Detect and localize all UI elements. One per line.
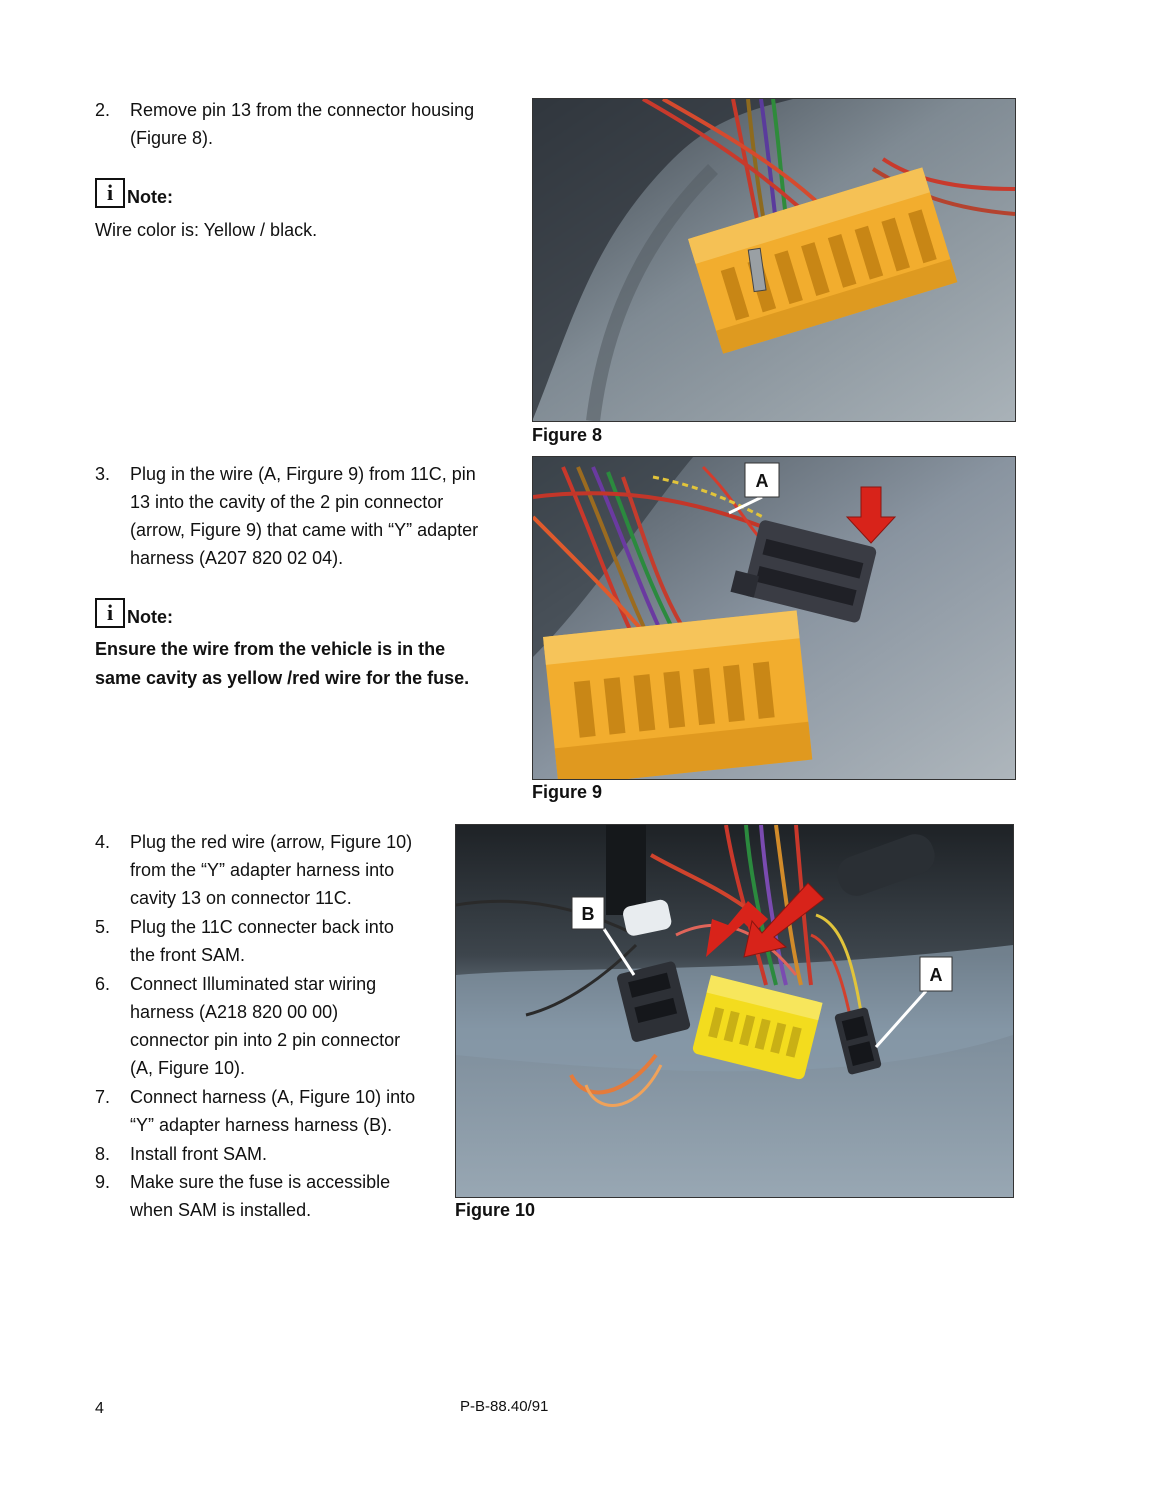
step-line: Make sure the fuse is accessible <box>130 1172 391 1192</box>
step-line: (A, Figure 10). <box>130 1058 246 1078</box>
note-text: Ensure the wire from the vehicle is in the <box>95 639 446 659</box>
step-number: 3. <box>95 464 111 484</box>
step-line: Plug the 11C connecter back into <box>130 917 394 937</box>
figure-9-callout-a: A <box>755 471 769 491</box>
step-line: Plug the red wire (arrow, Figure 10) <box>130 832 413 852</box>
note-body <box>95 216 317 245</box>
document-id: P-B-88.40/91 <box>460 1398 549 1415</box>
step-line: harness (A218 820 00 00) <box>130 1002 339 1022</box>
note-title: Note: <box>127 607 173 627</box>
step-number: 9. <box>95 1172 111 1192</box>
figure-10-callout-b: B <box>581 904 595 924</box>
step-text <box>130 828 412 912</box>
step-line: connector pin into 2 pin connector <box>130 1030 401 1050</box>
step-line: (arrow, Figure 9) that came with “Y” adapter <box>130 520 479 540</box>
figure-8-caption: Figure 8 <box>532 425 603 445</box>
step-text <box>130 1140 267 1168</box>
figure-10-photo <box>455 824 1014 1198</box>
info-icon: i <box>95 598 125 628</box>
note-heading <box>95 178 173 208</box>
step-line: (Figure 8). <box>130 128 214 148</box>
step-line: “Y” adapter harness harness (B). <box>130 1115 393 1135</box>
step-text <box>130 970 400 1082</box>
step-line: from the “Y” adapter harness into <box>130 860 395 880</box>
step-number: 4. <box>95 832 111 852</box>
note-body <box>95 635 469 693</box>
step-number: 6. <box>95 974 111 994</box>
figure-9-photo <box>532 456 1016 780</box>
step-line: 13 into the cavity of the 2 pin connector <box>130 492 444 512</box>
step-line: Connect Illuminated star wiring <box>130 974 377 994</box>
figure-10-caption: Figure 10 <box>455 1200 536 1220</box>
step-line: Plug in the wire (A, Firgure 9) from 11C, pin <box>130 464 476 484</box>
note-title: Note: <box>127 187 173 207</box>
step-line: cavity 13 on connector 11C. <box>130 888 352 908</box>
note-heading <box>95 598 173 628</box>
page-number: 4 <box>95 1400 104 1417</box>
step-line: Install front SAM. <box>130 1144 268 1164</box>
step-text <box>130 460 478 572</box>
step-line: Remove pin 13 from the connector housing <box>130 100 475 120</box>
info-icon: i <box>95 178 125 208</box>
step-line: when SAM is installed. <box>130 1200 312 1220</box>
step-number: 8. <box>95 1144 111 1164</box>
step-text <box>130 1168 390 1224</box>
figure-8-photo <box>532 98 1016 422</box>
step-line: harness (A207 820 02 04). <box>130 548 344 568</box>
step-number: 2. <box>95 100 111 120</box>
step-line: the front SAM. <box>130 945 246 965</box>
note-text: Wire color is: Yellow / black. <box>95 220 318 240</box>
step-text <box>130 96 474 152</box>
note-text: same cavity as yellow /red wire for the fuse. <box>95 668 470 688</box>
step-line: Connect harness (A, Figure 10) into <box>130 1087 416 1107</box>
step-text <box>130 1083 415 1139</box>
step-number: 7. <box>95 1087 111 1107</box>
figure-9-caption: Figure 9 <box>532 782 603 802</box>
figure-10-callout-a: A <box>929 965 943 985</box>
step-text <box>130 913 394 969</box>
step-number: 5. <box>95 917 111 937</box>
